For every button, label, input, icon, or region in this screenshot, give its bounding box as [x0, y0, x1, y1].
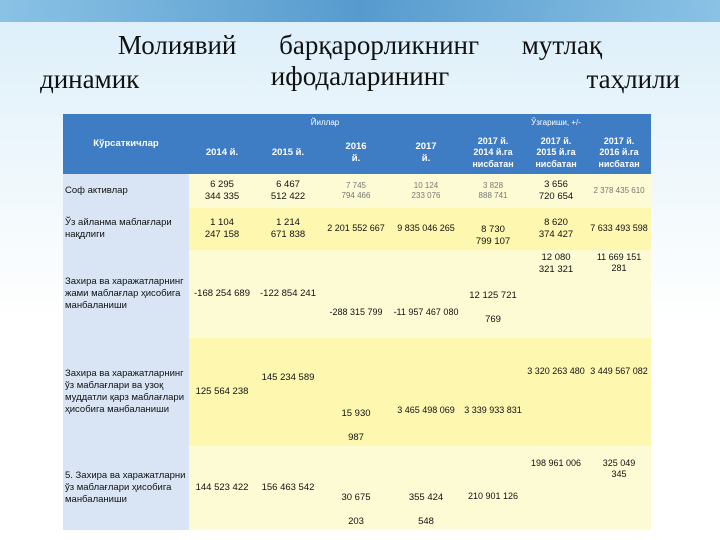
cell-2017: 3 465 498 069 [391, 338, 461, 446]
title-word: таҳлили [586, 64, 680, 94]
cell-2016: 30 675 203 [321, 446, 391, 530]
cell-2016: -288 315 799 [321, 250, 391, 338]
cell-2015: -122 854 241 [255, 250, 321, 338]
row-label: Соф активлар [63, 174, 189, 208]
header-dev-2014: 2017 й. 2014 й.га нисбатан [461, 132, 525, 174]
cell-dev-2016: 11 669 151 281 [587, 250, 651, 338]
table-row [63, 338, 651, 446]
cell-2014: 1 104 247 158 [189, 208, 255, 250]
cell-2014: 125 564 238 [189, 338, 255, 446]
cell-2015: 145 234 589 [255, 338, 321, 446]
cell-dev-2016: 3 449 567 082 [587, 338, 651, 446]
cell-dev-2014: 210 901 126 [461, 446, 525, 530]
cell-dev-2015: 12 080 321 321 [525, 250, 587, 338]
cell-2015: 6 467 512 422 [255, 174, 321, 208]
header-dev-2016: 2017 й. 2016 й.га нисбатан [587, 132, 651, 174]
header-indicators: Кўрсаткичлар [63, 114, 189, 174]
cell-2015: 156 463 542 [255, 446, 321, 530]
cell-2017: 10 124 233 076 [391, 174, 461, 208]
cell-dev-2014: 8 730 799 107 [461, 208, 525, 250]
header-deviation-group: Ўзгариши, +/- [461, 114, 651, 132]
cell-2014: 6 295 344 335 [189, 174, 255, 208]
title-word: барқарорликнинг [279, 30, 480, 60]
cell-2016: 2 201 552 667 [321, 208, 391, 250]
cell-2015: 1 214 671 838 [255, 208, 321, 250]
cell-dev-2014: 12 125 721 769 [461, 250, 525, 338]
table-row [63, 250, 651, 338]
cell-dev-2016: 2 378 435 610 [587, 174, 651, 208]
cell-2014: -168 254 689 [189, 250, 255, 338]
row-label: 5. Захира ва харажатларни ўз маблағлари ҳисобига манбаланиши [63, 446, 189, 530]
cell-dev-2015: 3 320 263 480 [525, 338, 587, 446]
cell-dev-2016: 325 049 345 [587, 446, 651, 530]
header-2015: 2015 й. [255, 132, 321, 174]
cell-dev-2014: 3 339 933 831 [461, 338, 525, 446]
cell-dev-2016: 7 633 493 598 [587, 208, 651, 250]
table-row [63, 208, 651, 250]
cell-2017: -11 957 467 080 [391, 250, 461, 338]
title-word: Молиявий [117, 30, 237, 60]
cell-2017: 355 424 548 [391, 446, 461, 530]
analysis-table [63, 114, 651, 530]
cell-2017: 9 835 046 265 [391, 208, 461, 250]
cell-2016: 15 930 987 [321, 338, 391, 446]
header-years-group: Йиллар [189, 114, 461, 132]
cell-dev-2015: 3 656 720 654 [525, 174, 587, 208]
top-decorative-bar [0, 0, 720, 22]
header-dev-2015: 2017 й. 2015 й.га нисбатан [525, 132, 587, 174]
row-label: Ўз айланма маблағлари нақдлиги [63, 208, 189, 250]
slide-title-line2 [40, 64, 680, 95]
row-label: Захира ва харажатларнинг жами маблағлар ҳисобига манбаланиши [63, 250, 189, 338]
table-row [63, 446, 651, 530]
header-2014: 2014 й. [189, 132, 255, 174]
row-label: Захира ва харажатларнинг ўз маблағлари ва узоқ муддатли қарз маблағлари ҳисобига манбаланиши [63, 338, 189, 446]
cell-2014: 144 523 422 [189, 446, 255, 530]
cell-dev-2015: 198 961 006 [525, 446, 587, 530]
cell-dev-2014: 3 828 888 741 [461, 174, 525, 208]
table-row [63, 174, 651, 208]
title-word: динамик [40, 64, 140, 94]
title-word: мутлақ [521, 30, 603, 60]
header-2017: 2017 й. [391, 132, 461, 174]
header-2016: 2016 й. [321, 132, 391, 174]
cell-2016: 7 745 794 466 [321, 174, 391, 208]
cell-dev-2015: 8 620 374 427 [525, 208, 587, 250]
title-word: ифодаларининг [270, 61, 450, 91]
